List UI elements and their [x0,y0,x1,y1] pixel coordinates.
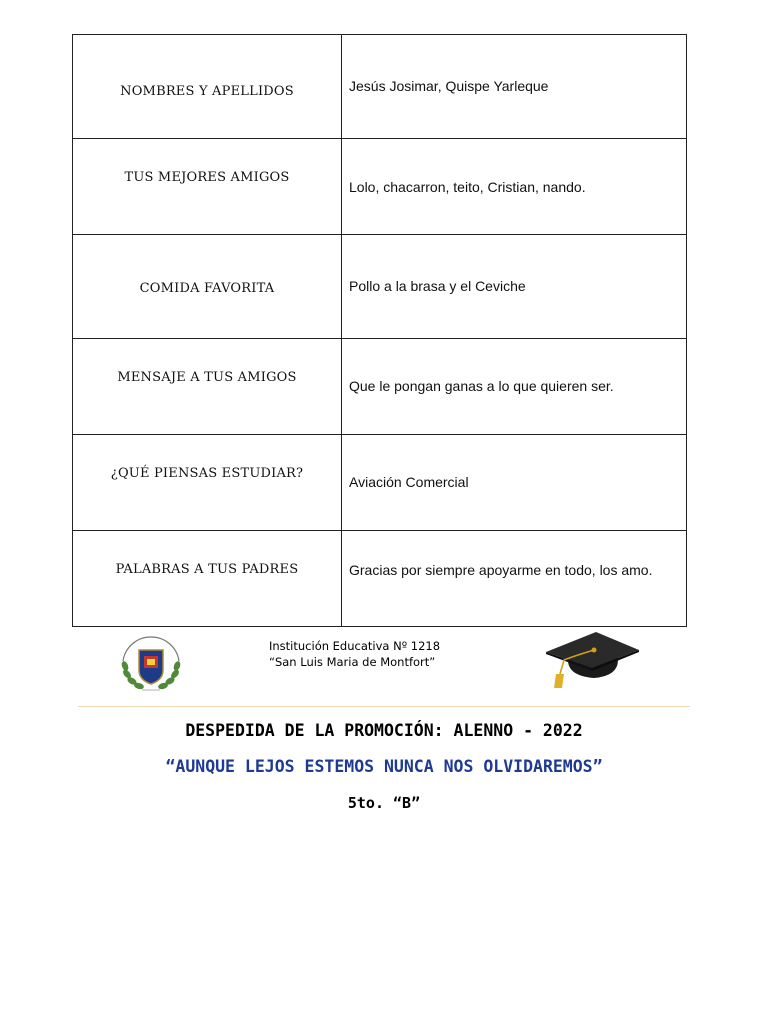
field-label-cell [73,235,342,339]
field-value-cell [342,235,687,339]
field-value-cell [342,35,687,139]
field-value-cell [342,531,687,627]
field-value: Lolo, chacarron, teito, Cristian, nando. [349,179,586,195]
school-crest-icon [116,634,186,694]
field-value: Pollo a la brasa y el Ceviche [349,278,526,294]
table-row [73,531,687,627]
field-label: TUS MEJORES AMIGOS [124,170,290,185]
field-value-cell [342,139,687,235]
field-label-cell [73,531,342,627]
school-name-block [269,638,440,670]
table-row [73,235,687,339]
school-name-line2: “San Luis Maria de Montfort” [269,655,436,669]
table-row [73,339,687,435]
field-label-cell [73,435,342,531]
field-value: Aviación Comercial [349,474,469,490]
field-label: MENSAJE A TUS AMIGOS [117,370,297,385]
promo-motto: “AUNQUE LEJOS ESTEMOS NUNCA NOS OLVIDAREMOS” [165,757,603,776]
field-label: NOMBRES Y APELLIDOS [120,84,294,99]
field-label: PALABRAS A TUS PADRES [115,562,299,577]
field-label-cell [73,139,342,235]
school-name-line1: Institución Educativa Nº 1218 [269,639,441,653]
promo-form-table [72,34,687,627]
graduation-cap-icon [544,630,640,692]
field-value: Que le pongan ganas a lo que quieren ser. [349,378,614,394]
table-row [73,35,687,139]
table-row [73,435,687,531]
field-label-cell [73,35,342,139]
promo-title: DESPEDIDA DE LA PROMOCIÓN: ALENNO - 2022 [185,721,583,740]
class-section: 5to. “B” [347,794,421,812]
field-value: Jesús Josimar, Quispe Yarleque [349,78,549,94]
table-row [73,139,687,235]
field-value-cell [342,339,687,435]
field-value-cell [342,435,687,531]
section-divider [78,706,690,707]
field-label: COMIDA FAVORITA [139,281,275,296]
field-value: Gracias por siempre apoyarme en todo, los amo. [349,562,653,578]
field-label: ¿QUÉ PIENSAS ESTUDIAR? [110,466,304,481]
field-label-cell [73,339,342,435]
